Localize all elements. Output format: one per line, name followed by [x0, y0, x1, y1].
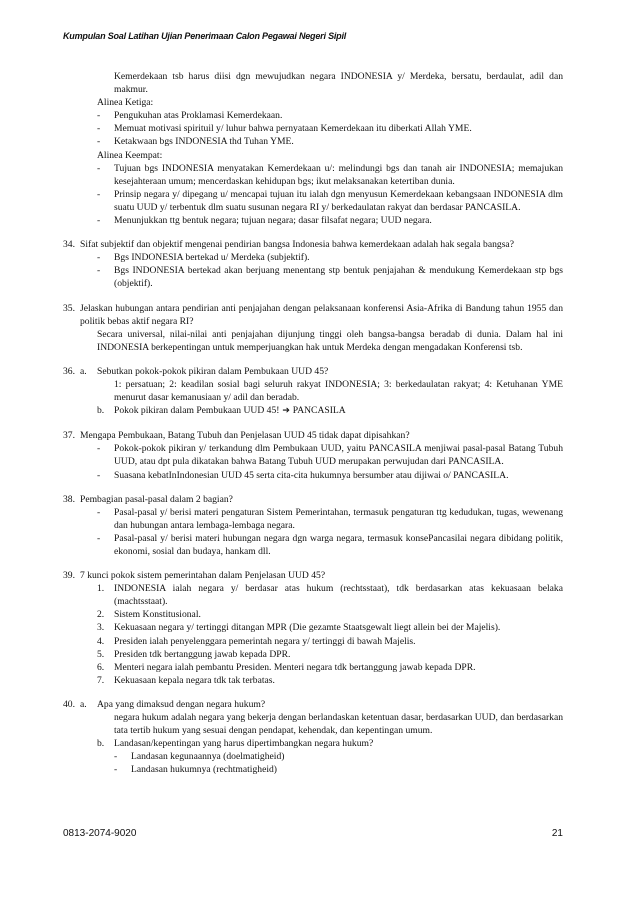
- line-text: Menunjukkan ttg bentuk negara; tujuan negara; dasar filsafat negara; UUD negara.: [114, 215, 432, 227]
- list-marker: 3.: [97, 622, 105, 634]
- text-line: [80, 763, 563, 776]
- text-line: [80, 214, 563, 227]
- question-number: 38.: [63, 493, 75, 505]
- text-line: [80, 109, 563, 122]
- question-number: 39.: [63, 570, 75, 582]
- line-text: Bgs INDONESIA bertekad u/ Merdeka (subjektif).: [114, 252, 310, 264]
- paragraph-gap: [80, 418, 563, 429]
- line-text: Landasan kegunaannya (doelmatigheid): [131, 751, 285, 763]
- footer-phone: 0813-2074-9020: [63, 828, 137, 839]
- question-item: [63, 429, 563, 442]
- list-marker: 7.: [97, 674, 105, 686]
- line-text: Alinea Keempat:: [97, 149, 163, 161]
- text-line: [80, 532, 563, 558]
- text-line: [80, 149, 563, 162]
- list-marker: -: [114, 764, 118, 776]
- list-marker: -: [97, 252, 101, 264]
- text-line: [80, 404, 563, 418]
- text-line: [80, 674, 563, 687]
- line-text: Prinsip negara y/ dipegang u/ mencapai tujuan itu ialah dgn menyusun Kemerdekaan kebangsaan INDONESIA dlm suatu UUD y/ terbentuk dlm suatu susunan negara RI y/ berkedaulatan rakyat dan berdasar PANCASILA.: [114, 188, 563, 213]
- list-marker: a.: [80, 698, 87, 710]
- line-text: Ketakwaan bgs INDONESIA thd Tuhan YME.: [114, 136, 294, 148]
- text-line: [80, 608, 563, 621]
- page-footer: [63, 828, 563, 839]
- list-marker: -: [97, 188, 101, 200]
- line-text: Pembagian pasal-pasal dalam 2 bagian?: [80, 493, 233, 505]
- line-text: Alinea Ketiga:: [97, 97, 154, 109]
- paragraph-gap: [80, 354, 563, 365]
- paragraph-gap: [80, 482, 563, 493]
- text-line: [80, 188, 563, 214]
- list-marker: 2.: [97, 609, 105, 621]
- question-item: [63, 365, 563, 378]
- line-text: Menteri negara ialah pembantu Presiden. Menteri negara tdk bertanggung jawab kepada DPR.: [114, 661, 476, 673]
- text-line: [80, 621, 563, 634]
- text-line: [80, 442, 563, 468]
- line-text: Kekuasaan kepala negara tdk tak terbatas.: [114, 674, 275, 686]
- question-item: [63, 493, 563, 506]
- paragraph-gap: [80, 227, 563, 238]
- line-text: 7 kunci pokok sistem pemerintahan dalam Penjelasan UUD 45?: [80, 570, 326, 582]
- line-text: Tujuan bgs INDONESIA menyatakan Kemerdekaan u/: melindungi bgs dan tanah air INDONESIA; memajukan kesejahteraan umum; mencerdaskan kehidupan bgs; ikut melaksanakan ketertiban dunia.: [114, 162, 563, 187]
- question-item: [63, 569, 563, 582]
- question-item: [63, 698, 563, 711]
- list-marker: b.: [97, 738, 105, 750]
- line-text: Secara universal, nilai-nilai anti penjajahan dijunjung tinggi oleh bangsa-bangsa beradab di dunia. Dalam hal ini INDONESIA berkepentingan untuk memperjuangkan hak untuk Merdeka dengan mengadakan Konferensi tsb.: [97, 328, 563, 353]
- list-marker: 1.: [97, 583, 105, 595]
- question-item: [63, 238, 563, 251]
- paragraph-gap: [80, 558, 563, 569]
- list-marker: -: [97, 443, 101, 455]
- line-text: 1: persatuan; 2: keadilan sosial bagi seluruh rakyat INDONESIA; 3: berkedaulatan rakyat; 4: Ketuhanan YME menurut dasar kemanusiaan y/ adil dan beradab.: [114, 378, 563, 404]
- list-marker: -: [97, 265, 101, 277]
- running-header: Kumpulan Soal Latihan Ujian Penerimaan Calon Pegawai Negeri Sipil: [63, 31, 347, 41]
- list-marker: -: [97, 506, 101, 518]
- question-item: [63, 302, 563, 328]
- text-line: [80, 506, 563, 532]
- list-marker: -: [97, 469, 101, 481]
- text-line: [80, 135, 563, 148]
- list-marker: b.: [97, 405, 105, 417]
- line-text: Apa yang dimaksud dengan negara hukum?: [97, 698, 266, 710]
- line-text: Pengukuhan atas Proklamasi Kemerdekaan.: [114, 110, 283, 122]
- text-line: [80, 648, 563, 661]
- question-number: 37.: [63, 430, 75, 442]
- text-line: [80, 122, 563, 135]
- line-text: Mengapa Pembukaan, Batang Tubuh dan Penjelasan UUD 45 tidak dapat dipisahkan?: [80, 430, 410, 442]
- list-marker: 4.: [97, 635, 105, 647]
- line-text: negara hukum adalah negara yang bekerja dengan berlandaskan ketentuan dasar, berdasarkan UUD, dan berdasarkan tata tertib hukum yang sesuai dengan pendapat, kehendak, dan kepentingan umum.: [114, 712, 563, 737]
- paragraph-gap: [80, 687, 563, 698]
- line-text: Pokok-pokok pikiran y/ terkandung dlm Pembukaan UUD, yaitu PANCASILA menjiwai pasal-pasal Batang Tubuh UUD, atau dpt pula dikatakan bahwa Batang Tubuh UUD merupakan perwujudan dari PANCASILA.: [114, 443, 563, 468]
- question-number: 40.: [63, 698, 75, 710]
- line-text: Bgs INDONESIA bertekad akan berjuang menentang stp bentuk penjajahan & mendukung Kemerdekaan stp bgs (objektif).: [114, 265, 563, 290]
- text-line: [80, 750, 563, 763]
- page-number: 21: [551, 828, 563, 839]
- line-text: Sistem Konstitusional.: [114, 609, 201, 621]
- text-line: [80, 661, 563, 674]
- question-number: 35.: [63, 302, 75, 314]
- text-line: [80, 251, 563, 264]
- text-line: [80, 711, 563, 737]
- text-line: [80, 162, 563, 188]
- line-text: Suasana kebatInIndonesian UUD 45 serta cita-cita hukumnya bersumber atau dijiwai o/ PANCASILA.: [114, 469, 509, 481]
- line-text: Kekuasaan negara y/ tertinggi ditangan MPR (Die gezamte Staatsgewalt liegt allein bei der Majelis).: [114, 622, 501, 634]
- text-line: [80, 328, 563, 354]
- line-text: Kemerdekaan tsb harus diisi dgn mewujudkan negara INDONESIA y/ Merdeka, bersatu, berdaulat, adil dan makmur.: [114, 71, 563, 96]
- list-marker: a.: [80, 365, 87, 377]
- line-text: Sebutkan pokok-pokok pikiran dalam Pembukaan UUD 45?: [97, 365, 329, 377]
- line-text: Presiden ialah penyelenggara pemerintah negara y/ tertinggi di bawah Majelis.: [114, 635, 416, 647]
- question-number: 36.: [63, 365, 75, 377]
- arrow-right-icon: ➔: [279, 406, 293, 417]
- text-line: [80, 469, 563, 482]
- text-line: [80, 264, 563, 290]
- text-line: [80, 378, 563, 404]
- list-marker: -: [97, 532, 101, 544]
- line-text: Presiden tdk bertanggung jawab kepada DPR.: [114, 648, 291, 660]
- text-line: [80, 582, 563, 608]
- text-line: [80, 635, 563, 648]
- line-text: Pasal-pasal y/ berisi materi hubungan negara dgn warga negara, termasuk konsePancasilai negara dibidang politik, ekonomi, sosial dan budaya, hankam dll.: [114, 532, 563, 557]
- question-number: 34.: [63, 239, 75, 251]
- line-text: Sifat subjektif dan objektif mengenai pendirian bangsa Indonesia bahwa kemerdekaan adalah hak segala bangsa?: [80, 239, 514, 251]
- line-text: Pokok pikiran dalam Pembukaan UUD 45! ➔ PANCASILA: [114, 405, 346, 417]
- list-marker: 5.: [97, 648, 105, 660]
- list-marker: -: [114, 751, 118, 763]
- list-marker: -: [97, 110, 101, 122]
- line-text: Landasan hukumnya (rechtmatigheid): [131, 764, 277, 776]
- text-line: [80, 737, 563, 750]
- line-text: Pasal-pasal y/ berisi materi pengaturan Sistem Pemerintahan, termasuk pengaturan ttg kedudukan, tugas, wewenang dan hubungan antara lembaga-lembaga negara.: [114, 506, 563, 531]
- list-marker: -: [97, 162, 101, 174]
- text-line: [80, 96, 563, 109]
- list-marker: -: [97, 123, 101, 135]
- line-text: Jelaskan hubungan antara pendirian anti penjajahan dengan pelaksanaan konferensi Asia-Afrika di Bandung tahun 1955 dan politik bebas aktif negara RI?: [80, 302, 563, 327]
- list-marker: -: [97, 215, 101, 227]
- line-text: Landasan/kepentingan yang harus dipertimbangkan negara hukum?: [114, 738, 374, 750]
- arrow-result-text: PANCASILA: [292, 405, 346, 417]
- line-text: INDONESIA ialah negara y/ berdasar atas hukum (rechtsstaat), tdk berdasarkan atas kekuasaan belaka (machtsstaat).: [114, 583, 563, 608]
- line-text: Memuat motivasi spirituil y/ luhur bahwa pernyataan Kemerdekaan itu diberkati Allah YME.: [114, 123, 472, 135]
- text-line: [80, 70, 563, 96]
- list-marker: -: [97, 136, 101, 148]
- document-body: [63, 70, 563, 777]
- list-marker: 6.: [97, 661, 105, 673]
- paragraph-gap: [80, 291, 563, 302]
